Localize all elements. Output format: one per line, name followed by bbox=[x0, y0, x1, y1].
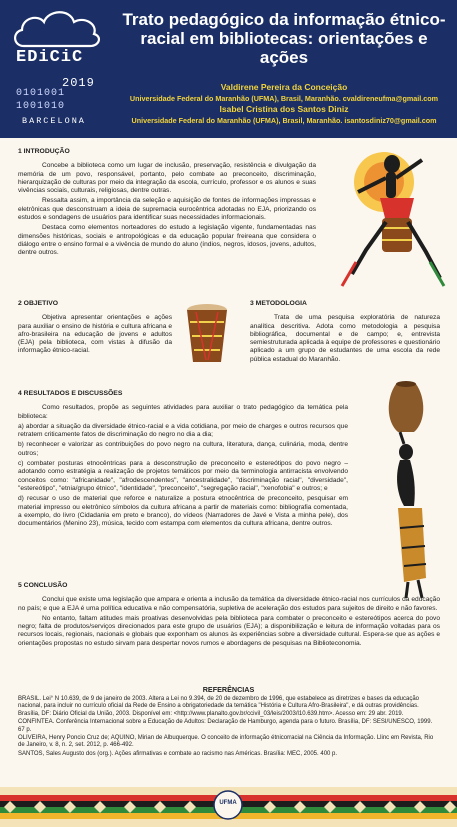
paragraph: Como resultados, propõe as seguintes atividades para auxiliar o trato pedagógico da temática pela biblioteca: bbox=[18, 404, 348, 420]
edicic-logo bbox=[4, 4, 110, 134]
poster-header bbox=[0, 0, 457, 138]
section-heading: 5 CONCLUSÃO bbox=[18, 582, 68, 589]
references-list bbox=[18, 696, 440, 759]
section-objetivo bbox=[18, 300, 172, 358]
reference-item: OLIVEIRA, Henry Poncio Cruz de; AQUINO, Mirian de Albuquerque. O conceito de informação étnicorracial na Ciência da Informação. Llinc em Revista, Rio de Janeiro, v. 8, n. 2, set. 2012, p. 466-492. bbox=[18, 735, 434, 749]
paragraph: Ressalta assim, a importância da seleção e aquisição de fontes de informações impressas e eletrônicas que desconstruam a ideia de supremacia eurocêntrica adotadas no EJA, priorizando os estudos e sondagens de usuários para identificar suas necessidades informacionais. bbox=[18, 197, 316, 222]
ufma-seal: UFMA bbox=[219, 800, 237, 806]
section-heading: 4 RESULTADOS E DISCUSSÕES bbox=[18, 390, 123, 397]
section-heading: 1 INTRODUÇÃO bbox=[18, 148, 70, 155]
list-item: b) reconhecer e valorizar as contribuições do povo negro na cultura, literatura, dança, culinária, moda, dentre outros; bbox=[18, 441, 348, 457]
author-1-name: Valdirene Pereira da Conceição bbox=[220, 82, 348, 92]
paragraph: No entanto, faltam atitudes mais proativas desenvolvidas pela biblioteca para combater o preconceito e estereótipos acerca do povo negro; falta de produtos/serviços direcionados para este grupo de usuários (EJA); a disponibilização e leitura de informação voltadas para os recursos locais, regionais, nacionais e globais que exponham os alunos às experiências sobre a diversidade cultural. Espera-se que as ações e orientações propostas no estudo sirvam para despertar novos rumos e abordagens de pesquisas na Biblioteconomia. bbox=[18, 614, 440, 647]
author-2-name: Isabel Cristina dos Santos Diniz bbox=[219, 104, 349, 114]
cloud-icon bbox=[10, 6, 102, 48]
paragraph: Trata de uma pesquisa exploratória de natureza analítica descritiva. Adota como metodologia a pesquisa bibliográfica, documental e de campo; e, entrevista semiestruturada aplicada à equipe de professores e questionário aplicado a um grupo de estudantes de uma escola da rede pública estadual do Maranhão. bbox=[250, 314, 440, 363]
woman-with-jar-illustration bbox=[370, 378, 450, 600]
author-1-affiliation: Universidade Federal do Maranhão (UFMA), Brasil, Maranhão. cvaldireneufma@gmail.com bbox=[129, 94, 439, 103]
paragraph: Objetiva apresentar orientações e ações para auxiliar o ensino de história e cultura africana e afro-brasileira na educação de jovens e adultos (EJA) pela biblioteca, com vistas à difusão da informação étnico-racial. bbox=[18, 314, 172, 355]
section-metodologia bbox=[250, 300, 440, 366]
section-conclusao bbox=[18, 582, 440, 650]
list-item: c) combater posturas etnocêntricas para a desconstrução de preconceito e estereótipos do povo negro – adotando como estratégia a realização de projetos temáticos por meio da terminologia antirracista envolvendo conceitos como: "africanidade", "afrodescendentes", "ancestralidade", "discriminação racial", "diversidade", "estereótipo", "etnia/grupo étnico", "identidade", "preconceito", "segregação racial", "xenofobia" e outros; e bbox=[18, 460, 348, 492]
logo-year: 2019 bbox=[62, 76, 95, 90]
logo-event-name: EDiCiC bbox=[16, 48, 84, 67]
dancer-illustration bbox=[322, 142, 452, 292]
logo-binary-1: 0101001 bbox=[16, 88, 66, 99]
footer-pattern-band bbox=[0, 787, 457, 827]
drum-illustration bbox=[176, 300, 238, 370]
author-2-affiliation: Universidade Federal do Maranhão (UFMA), Brasil, Maranhão. isantosdiniz70@gmail.com bbox=[131, 116, 437, 125]
references-heading: REFERÊNCIAS bbox=[202, 685, 255, 694]
poster-title: Trato pedagógico da informação étnico-racial em bibliotecas: orientações e ações bbox=[122, 10, 446, 67]
section-introducao bbox=[18, 148, 316, 260]
section-resultados bbox=[18, 390, 348, 530]
logo-city: BARCELONA bbox=[22, 116, 86, 126]
section-heading: 2 OBJETIVO bbox=[18, 300, 59, 307]
list-item: a) abordar a situação da diversidade étnico-racial e a vida cotidiana, por meio de charges e outros recursos que retratem criticamente fatos de discriminação do negro no dia a dia; bbox=[18, 422, 348, 439]
reference-item: BRASIL. Lei° N 10.639, de 9 de janeiro de 2003. Altera a Lei no 9.394, de 20 de dezembro de 1996, que estabelece as diretrizes e bases da educação nacional, para incluir no currículo oficial da Rede de Ensino a obrigatoriedade da temática "História e Cultura Afro-Brasileira", e dá outras providências. Brasília, DF: Diário Oficial da União, 2003. Disponível em: <http://www.planalto.gov.br/ccivil_03/leis/2003/l10.639.htm>. Acesso em: 29 abr. 2019. bbox=[18, 696, 420, 717]
paragraph: Destaca como elementos norteadores do estudo a legislação vigente, fundamentadas nas dimensões históricas, sociais e antropológicas e da educação popular freireana que considera o diálogo entre o ensino formal e a vivência de mundo do aluno (índios, negros, idosos, jovens, adultos, dentre outros. bbox=[18, 224, 316, 257]
paragraph: Conclui que existe uma legislação que ampara e orienta a inclusão da temática da diversidade étnico-racial nos currículos da educação no país; e que a EJA é uma política educativa e não compensatória, supletiva de aceleração dos estudos para sujeitos de direito e não favores. bbox=[18, 596, 440, 612]
logo-binary-2: 1001010 bbox=[16, 101, 66, 112]
section-heading: 3 METODOLOGIA bbox=[250, 300, 307, 307]
paragraph: Concebe a biblioteca como um lugar de inclusão, preservação, resistência e divulgação da memória de um povo, responsável, portanto, pelo combate ao preconceito, discriminação, hierarquização de culturas por meio da integração da escola, currículo, professor e os alunos e suas vivências sociais, culturais, religiosas, dentre outras. bbox=[18, 162, 316, 195]
reference-item: CONFINTEA. Conferência Internacional sobre a Educação de Adultos: Declaração de Hamburgo, agenda para o futuro. Brasília, DF: SESI/UNESCO, 1999. 67 p. bbox=[18, 719, 433, 733]
list-item: d) recusar o uso de material que reforce e naturalize a postura etnocêntrica de preconceito, pesquisar em material impresso ou eletrônico símbolos da cultura africana a partir de materiais como: bibliografia comentada, a exemplo, do livro (Cidadania em preto e branco), do vídeos (Narradores de Javé e Vista a minha pele), dos documentários (Menino 23), música, tecido com estampa com elementos da cultura africana, dentre outros. bbox=[18, 495, 348, 528]
reference-item: SANTOS, Sales Augusto dos (org.). Ações afirmativas e combate ao racismo nas Américas. Brasília: MEC, 2005. 400 p. bbox=[18, 750, 338, 757]
